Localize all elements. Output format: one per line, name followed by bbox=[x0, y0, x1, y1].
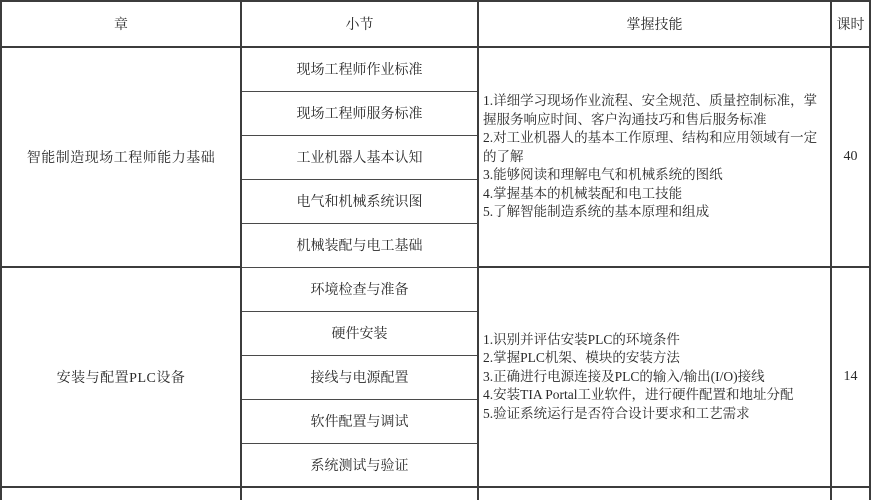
header-subsection: 小节 bbox=[241, 1, 478, 47]
subsection-cell: 电气和机械系统识图 bbox=[241, 179, 478, 223]
subsection-cell: 环境检查与准备 bbox=[241, 267, 478, 311]
hours-cell: 14 bbox=[831, 267, 870, 487]
empty-cell bbox=[241, 487, 478, 500]
table-row-partial bbox=[1, 487, 870, 500]
skills-cell bbox=[478, 267, 831, 487]
skill-item: 5.了解智能制造系统的基本原理和组成 bbox=[483, 204, 710, 220]
skill-item: 3.正确进行电源连接及PLC的输入/输出(I/O)接线 bbox=[483, 368, 765, 384]
skill-item: 2.掌握PLC机架、模块的安装方法 bbox=[483, 350, 680, 366]
chapter-cell: 智能制造现场工程师能力基础 bbox=[1, 47, 241, 267]
subsection-cell: 系统测试与验证 bbox=[241, 443, 478, 487]
subsection-cell: 工业机器人基本认知 bbox=[241, 135, 478, 179]
hours-cell: 40 bbox=[831, 47, 870, 267]
empty-cell bbox=[1, 487, 241, 500]
empty-cell bbox=[478, 487, 831, 500]
header-hours: 课时 bbox=[831, 1, 870, 47]
subsection-cell: 现场工程师作业标准 bbox=[241, 47, 478, 91]
skill-item: 1.详细学习现场作业流程、安全规范、质量控制标准，掌握服务响应时间、客户沟通技巧和售后服务标准 bbox=[483, 92, 818, 127]
subsection-cell: 硬件安装 bbox=[241, 311, 478, 355]
header-row bbox=[1, 1, 870, 47]
skills-cell bbox=[478, 47, 831, 267]
skill-item: 4.安装TIA Portal工业软件，进行硬件配置和地址分配 bbox=[483, 387, 794, 403]
skill-item: 5.验证系统运行是否符合设计要求和工艺需求 bbox=[483, 405, 750, 421]
skill-item: 2.对工业机器人的基本工作原理、结构和应用领域有一定的了解 bbox=[483, 130, 818, 164]
empty-cell bbox=[831, 487, 870, 500]
chapter-cell: 安装与配置PLC设备 bbox=[1, 267, 241, 487]
header-chapter: 章 bbox=[1, 1, 241, 47]
skill-item: 3.能够阅读和理解电气和机械系统的图纸 bbox=[483, 167, 723, 183]
table-row bbox=[1, 47, 870, 91]
skill-item: 4.掌握基本的机械装配和电工技能 bbox=[483, 185, 683, 201]
subsection-cell: 软件配置与调试 bbox=[241, 399, 478, 443]
table-row bbox=[1, 267, 870, 311]
subsection-cell: 现场工程师服务标准 bbox=[241, 91, 478, 135]
subsection-cell: 接线与电源配置 bbox=[241, 355, 478, 399]
header-skills: 掌握技能 bbox=[478, 1, 831, 47]
subsection-cell: 机械装配与电工基础 bbox=[241, 223, 478, 267]
skill-item: 1.识别并评估安装PLC的环境条件 bbox=[483, 331, 680, 347]
